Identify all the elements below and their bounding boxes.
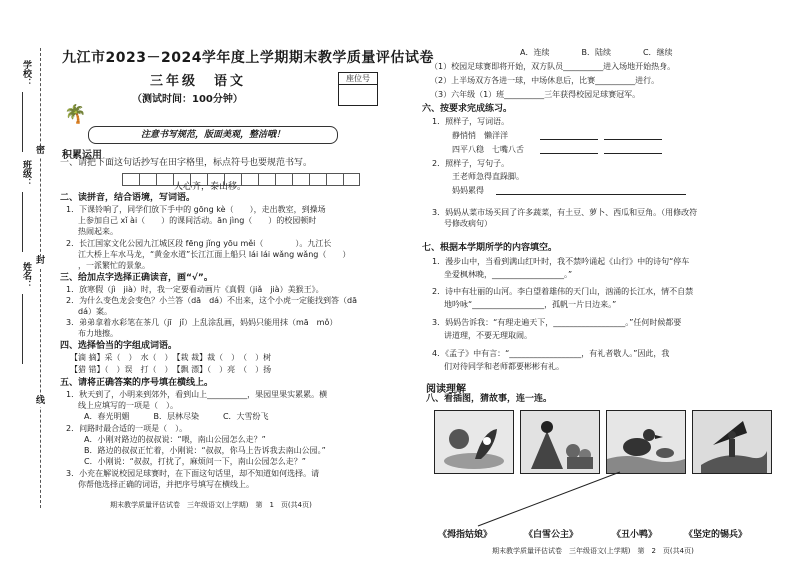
q6-2-prompt: 妈妈累得 (452, 186, 484, 195)
seal-mark-xian: 线 (36, 396, 46, 406)
binding-dashed-line (40, 48, 41, 508)
class-blank[interactable] (22, 192, 23, 252)
exam-title: 九江市2023－2024学年度上学期期末教学质量评估试卷 (62, 50, 434, 66)
q6-1-answer-a2[interactable] (604, 139, 662, 140)
section-accumulation: 积累运用 (62, 150, 102, 161)
q5-3-blank-2: （2）上半场双方各进一球，中场休息后，比赛__________进行。 (430, 76, 660, 85)
book-snow-white[interactable]: 《白雪公主》 (524, 530, 579, 540)
ugly-duckling-scene-icon (607, 411, 685, 473)
q2-2-line-a: 2．长江国家文化公园九江城区段 fēng jǐng yōu měi（ ）。九江长 (66, 239, 332, 248)
tin-soldier-scene-icon (693, 411, 771, 473)
q2-2-line-c: ，一派繁忙的景象。 (78, 261, 150, 270)
palm-tree-icon: 🌴 (64, 104, 87, 125)
q5-2-option-a: A．小刚对路边的叔叔说：“喂，南山公园怎么走？” (84, 435, 266, 444)
story-picture-1[interactable] (434, 410, 514, 474)
q5-1-line-a: 1．秋天到了，小明来到郊外，看到山上__________，果园里果实累累。横 (66, 390, 328, 399)
copy-sentence: 人心齐，泰山移。 (174, 182, 247, 192)
q7-2-line-b: 地吟咏“__________________，孤帆一片日边来。” (444, 300, 617, 309)
school-blank[interactable] (22, 92, 23, 152)
q6-1: 1．照样子，写词语。 (432, 117, 510, 126)
q6-3-line-a: 3．妈妈从菜市场买回了许多蔬菜，有土豆、萝卜、西瓜和豆角。（用修改符 (432, 208, 698, 217)
q3-1: 1．放寒假（jì jià）时，我一定要看动画片《真假（jiǎ jià）美猴王》。 (66, 285, 324, 294)
q5-3-blank-3: （3）六年级（1）班__________三年获得校园足球赛冠军。 (430, 90, 641, 99)
name-blank[interactable] (22, 294, 23, 364)
q7-1-line-b: 坐爱枫林晚，__________________。” (444, 270, 573, 279)
q2-2-line-b: 江大桥上车水马龙，“黄金水道”长江江面上船只 lái lái wǎng wǎng（ ） (78, 250, 351, 259)
thumbelina-scene-icon (435, 411, 513, 473)
question-6: 六、按要求完成练习。 (422, 104, 513, 114)
question-4: 四、选择恰当的字组成词语。 (60, 341, 178, 351)
story-picture-2[interactable] (520, 410, 600, 474)
q6-2: 2．照样子，写句子。 (432, 159, 510, 168)
story-picture-3[interactable] (606, 410, 686, 474)
q5-3-line-b: 你帮他选择正确的词语，并把序号填写在横线上。 (78, 480, 254, 489)
section-reading: 阅读理解 (426, 384, 466, 395)
book-steadfast-tin-soldier[interactable]: 《坚定的锡兵》 (684, 530, 748, 540)
q7-4-line-a: 4．《孟子》中有言：“__________________，有礼者敬人。”因此，我 (432, 349, 670, 358)
q4-row-2: 【猎 错】（ ）误 打（ ） 【飘 漂】（ ）亮 （ ）扬 (70, 365, 272, 374)
q2-1-line-a: 1．下课铃响了，同学们放下手中的 gōng kè（ ），走出教室，到操场 (66, 205, 326, 214)
q5-1-options: A．春光明媚 B．层林尽染 C．大雪纷飞 (84, 412, 269, 421)
question-7: 七、根据本学期所学的内容填空。 (422, 243, 558, 253)
q6-2-example: 王老师急得直跺脚。 (452, 172, 524, 181)
q4-row-1: 【滴 摘】采（ ） 水（ ） 【栽 裁】裁（ ） （ ）树 (70, 353, 272, 362)
matching-line (430, 470, 630, 530)
q7-3-line-a: 3．妈妈告诉我：“有理走遍天下，__________________。”任何时候都要 (432, 318, 682, 327)
q5-3-options: A．连续 B．陆续 C．继续 (520, 48, 673, 57)
seal-mark-feng: 封 (36, 256, 46, 266)
q5-3-line-a: 3．小充在解说校园足球赛时，在下面这句话里，却不知道如何选择。请 (66, 469, 320, 478)
page-2-footer: 期末教学质量评估试卷 三年级语文(上学期) 第 2 页(共4页) (492, 547, 694, 555)
q3-3-line-b: 布力地擦。 (78, 329, 118, 338)
seal-mark-mi: 密 (36, 146, 46, 156)
book-ugly-duckling[interactable]: 《丑小鸭》 (612, 530, 658, 540)
q6-1-example-b: 四平八稳 七嘴八舌 (452, 145, 524, 154)
q6-1-example-a: 静悄悄 懒洋洋 (452, 131, 508, 140)
q7-3-line-b: 讲道理，不要无理取闹。 (444, 331, 532, 340)
q3-3-line-a: 3．弟弟拿着水彩笔在茶几（jī jǐ）上乱涂乱画，妈妈只能用抹（mā mǒ） (66, 318, 338, 327)
question-2: 二、读拼音，结合语境，写词语。 (60, 193, 196, 203)
q3-2-line-b: dá）案。 (78, 307, 112, 316)
q5-2-option-c: C．小刚说：“叔叔，打扰了，麻烦问一下，南山公园怎么走？” (84, 457, 306, 466)
q3-2-line-a: 2．为什么变色龙会变色？小兰答（dā dá）不出来，这个小虎一定能找到答（dā (66, 296, 358, 305)
question-1: 一、请把下面这句话抄写在田字格里，标点符号也要规范书写。 (60, 158, 313, 168)
grade-subject: 三年级 语文 (150, 74, 247, 89)
q5-2: 2．问路时最合适的一项是（ ）。 (66, 424, 188, 433)
school-label: 学校： (21, 60, 31, 87)
test-duration: （测试时间：100分钟） (132, 94, 243, 105)
q5-2-option-b: B．路边的叔叔正忙着，小刚说：“叔叔，你马上告诉我去南山公园。” (84, 446, 326, 455)
snow-white-scene-icon (521, 411, 599, 473)
question-8: 八、看插图，猜故事，连一连。 (426, 394, 553, 404)
class-label: 班级： (21, 160, 31, 187)
q7-2-line-a: 2．诗中有壮丽的山河。李白望着雄伟的天门山，汹涌的长江水，情不自禁 (432, 287, 694, 296)
name-label: 姓名： (21, 262, 31, 289)
q2-1-line-b: 上参加自己 xǐ ài（ ）的课间活动。ān jìng（ ）的校园顿时 (78, 216, 317, 225)
seat-number-box[interactable] (338, 72, 378, 106)
seat-number-label: 座位号 (339, 73, 377, 85)
q5-1-line-b: 线上应填写的一项是（ ）。 (78, 401, 178, 410)
q7-4-line-b: 们对待同学和老师都要彬彬有礼。 (444, 362, 564, 371)
q6-1-answer-b1[interactable] (540, 153, 598, 154)
question-3: 三、给加点字选择正确读音，画“√”。 (60, 273, 213, 283)
question-5: 五、请将正确答案的序号填在横线上。 (60, 378, 214, 388)
neat-writing-banner: 注意书写规范，版面美观，整洁哦！ (88, 126, 338, 144)
q6-1-answer-b2[interactable] (604, 153, 662, 154)
q7-1-line-a: 1．漫步山中，当看到满山红叶时，我不禁吟诵起《山行》中的诗句“停车 (432, 257, 690, 266)
q5-3-blank-1: （1）校园足球赛即将开始，双方队员__________进入场地开始热身。 (430, 62, 676, 71)
q6-1-answer-a1[interactable] (540, 139, 598, 140)
page-1-footer: 期末教学质量评估试卷 三年级语文(上学期) 第 1 页(共4页) (110, 501, 312, 509)
q6-3-line-b: 号修改病句） (444, 219, 492, 228)
q6-2-answer[interactable] (496, 194, 686, 195)
q2-1-line-c: 热闹起来。 (78, 227, 118, 236)
story-picture-4[interactable] (692, 410, 772, 474)
book-thumbelina[interactable]: 《拇指姑娘》 (438, 530, 493, 540)
